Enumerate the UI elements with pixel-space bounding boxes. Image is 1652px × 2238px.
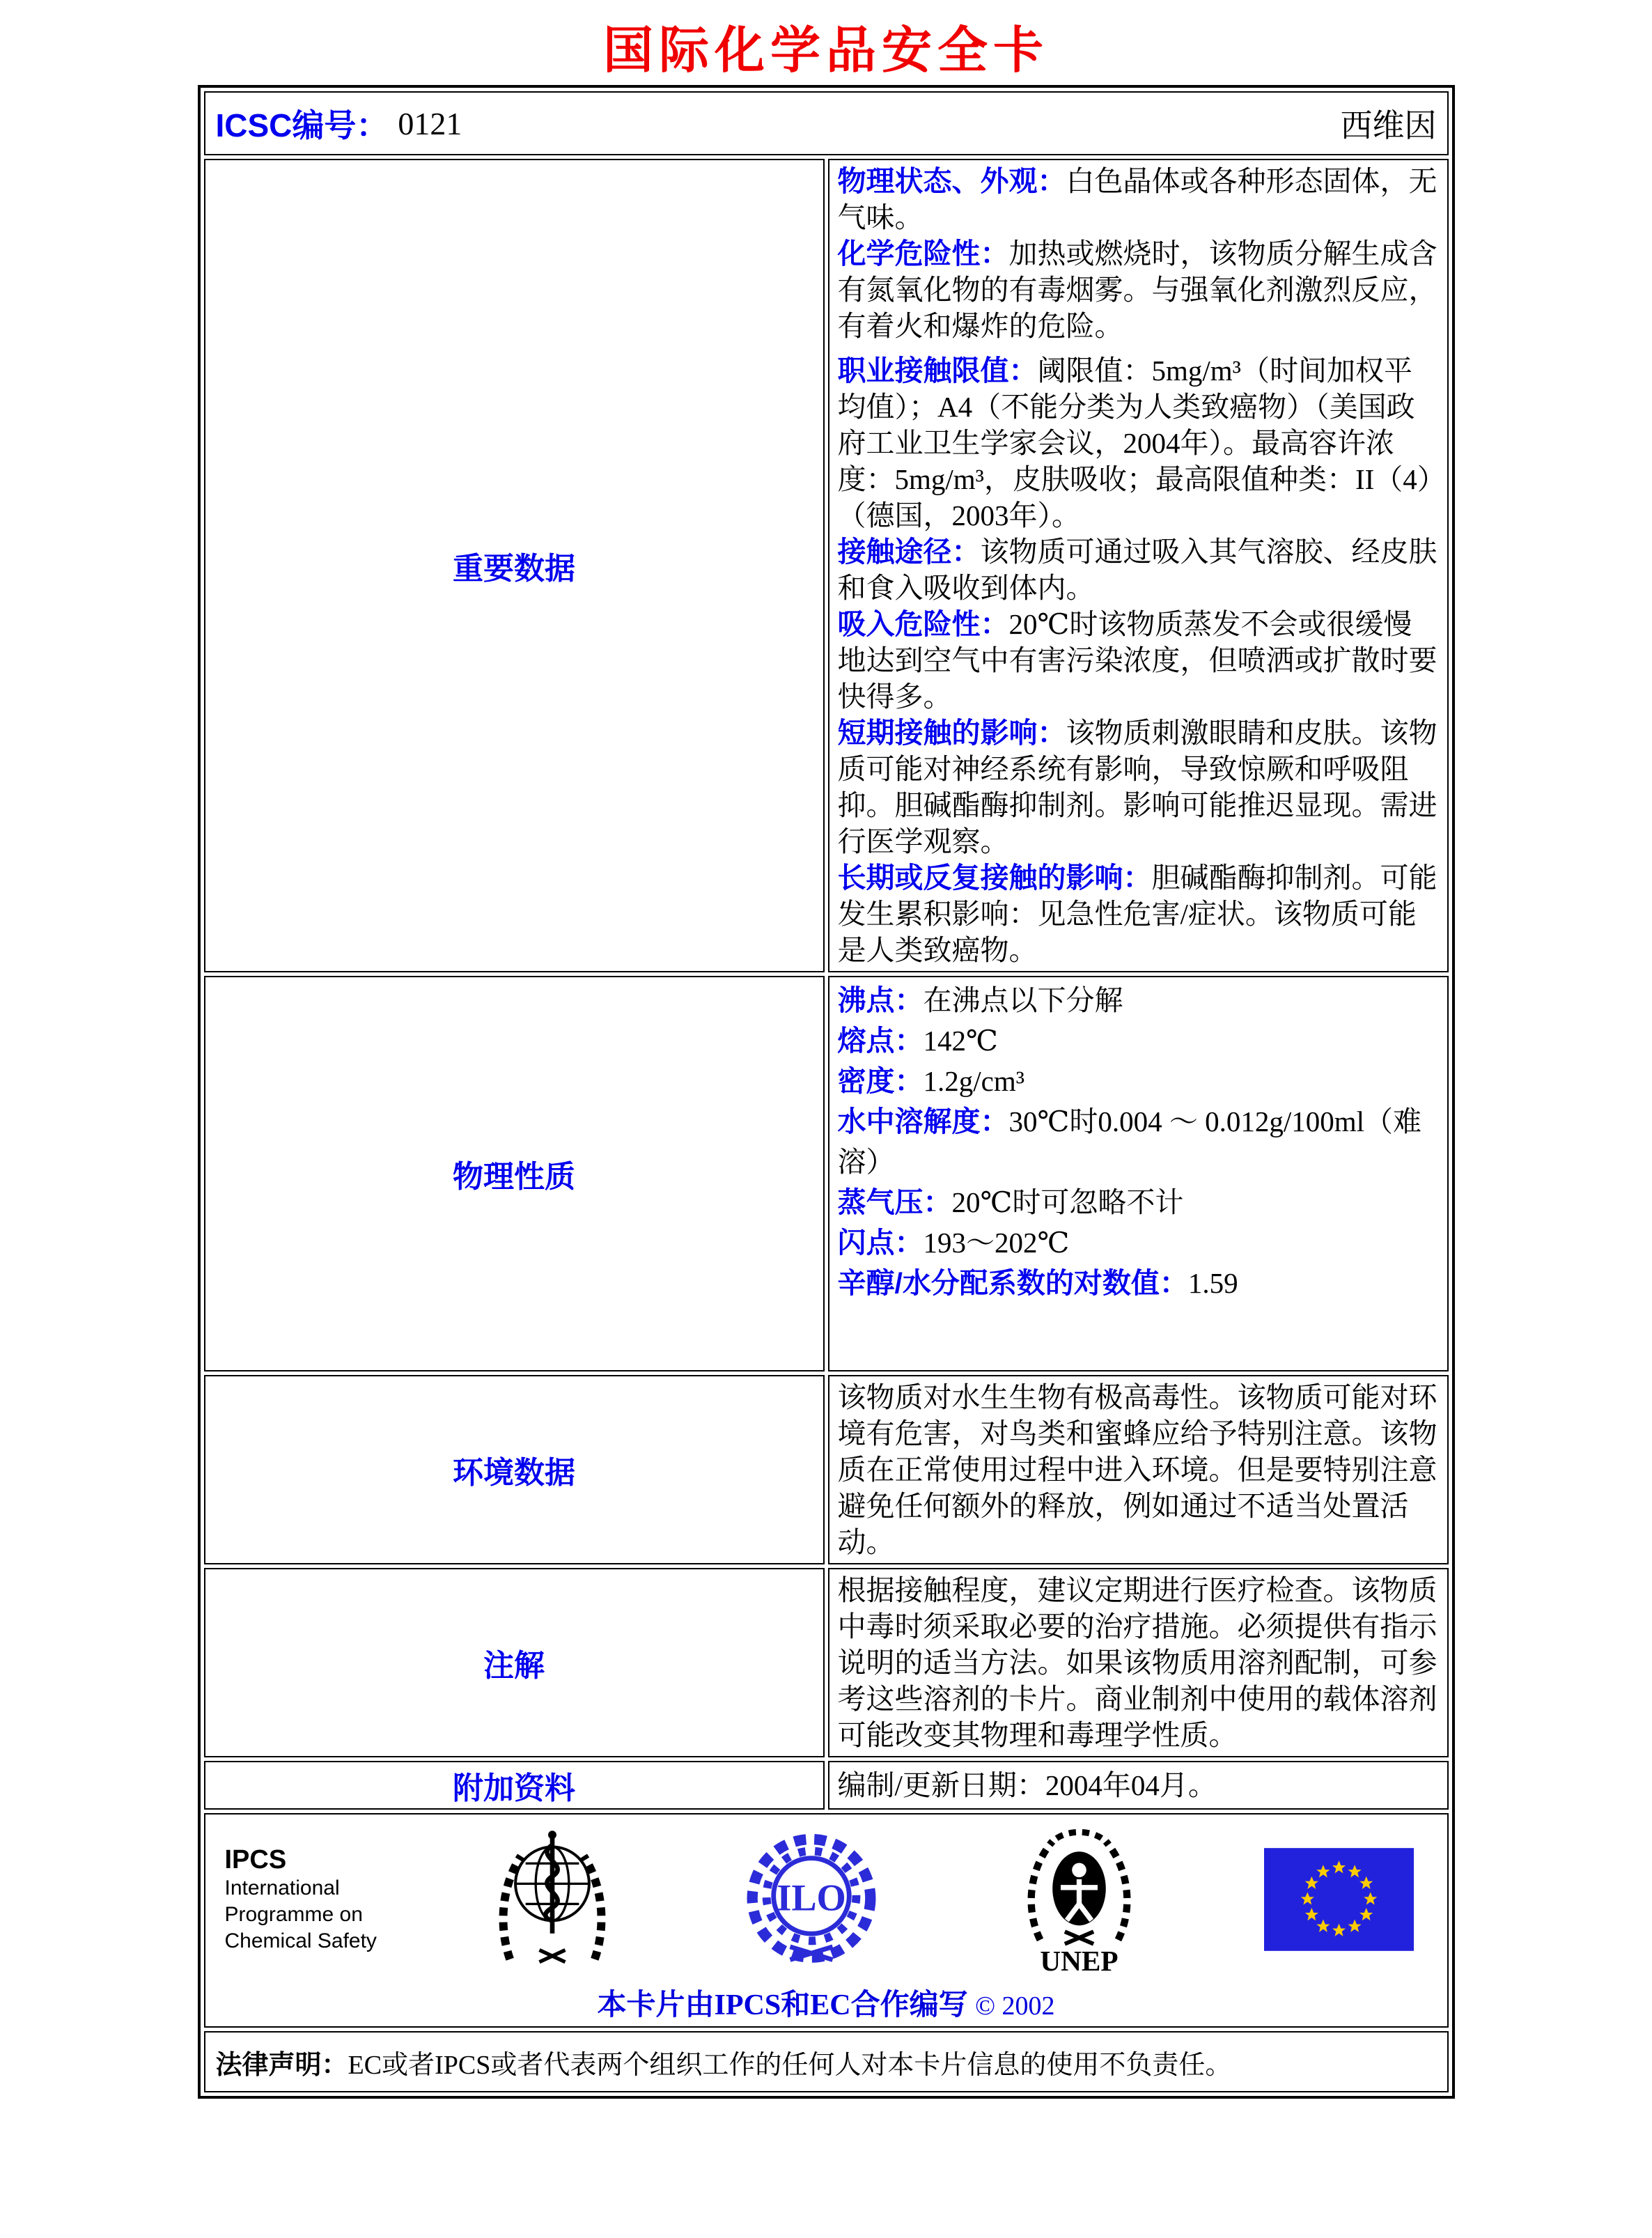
item-text: 1.2g/cm³: [923, 1065, 1025, 1097]
section-label-notes: 注解: [204, 1568, 825, 1757]
important-item: [838, 534, 1439, 606]
header-row: [204, 91, 1449, 155]
item-label: 长期或反复接触的影响：: [837, 862, 1152, 894]
additional-info-row: [204, 1761, 1449, 1810]
important-data-row: [204, 159, 1449, 972]
legal-notice-cell: [204, 2031, 1449, 2092]
important-item: [838, 715, 1439, 860]
item-label: 熔点：: [837, 1025, 924, 1057]
notes-row: [204, 1568, 1449, 1757]
physical-properties-content: [828, 976, 1449, 1371]
item-text: 20℃时可忽略不计: [951, 1186, 1184, 1218]
item-text: 阈限值：5mg/m³（时间加权平均值）；A4（不能分类为人类致癌物）（美国政府工业卫生学家会议，2004年）。最高容许浓度：5mg/m³，皮肤吸收；最高限值种类：II（4）（德国，2003年）。: [837, 355, 1432, 531]
section-label-important-data: 重要数据: [204, 159, 825, 972]
item-text: 1.59: [1187, 1267, 1238, 1299]
physical-item: [838, 1182, 1439, 1222]
cooperation-caption: [205, 1982, 1447, 2023]
ipcs-line1: International: [224, 1876, 340, 1899]
environmental-data-content: [828, 1375, 1449, 1564]
item-label: 闪点：: [837, 1227, 924, 1259]
important-item: [838, 235, 1439, 344]
item-label: 职业接触限值：: [837, 355, 1038, 387]
eu-flag-icon: [1264, 1848, 1414, 1951]
physical-item: [838, 1263, 1439, 1303]
physical-item: [838, 1101, 1439, 1182]
item-label: 物理状态、外观：: [837, 165, 1066, 197]
notes-content: [828, 1568, 1449, 1757]
item-text: 193～202℃: [923, 1227, 1070, 1259]
physical-item: [838, 1020, 1439, 1061]
item-label: 吸入危险性：: [837, 608, 1009, 640]
physical-item: [838, 1061, 1439, 1101]
physical-properties-row: [204, 976, 1449, 1371]
logos-cell: [204, 1813, 1449, 2028]
item-text: 胆碱酯酶抑制剂。可能发生累积影响：见急性危害/症状。该物质可能是人类致癌物。: [837, 862, 1437, 966]
icsc-number-label: ICSC编号：: [215, 107, 389, 143]
item-text: 142℃: [923, 1025, 998, 1057]
item-label: 沸点：: [837, 984, 924, 1016]
caption-text: 本卡片由IPCS和EC合作编写: [597, 1989, 968, 2021]
environmental-text: 该物质对水生生物有极高毒性。该物质可能对环境有危害，对鸟类和蜜蜂应给予特别注意。该物质在正常使用过程中进入环境。但是要特别注意避免任何额外的释放，例如通过不适当处置活动。: [837, 1381, 1437, 1558]
item-text: 该物质可通过吸入其气溶胶、经皮肤和食入吸收到体内。: [837, 536, 1437, 604]
ipcs-line2: Programme on: [224, 1903, 363, 1926]
icsc-number-value: 0121: [398, 105, 462, 141]
item-label: 短期接触的影响：: [837, 717, 1066, 749]
item-text: 加热或燃烧时，该物质分解生成含有氮氧化物的有毒烟雾。与强氧化剂激烈反应，有着火和爆炸的危险。: [837, 238, 1437, 342]
section-label-additional-info: 附加资料: [204, 1761, 825, 1810]
ipcs-line3: Chemical Safety: [224, 1929, 377, 1952]
legal-notice-text: EC或者IPCS或者代表两个组织工作的任何人对本卡片信息的使用不负责任。: [348, 2050, 1232, 2080]
item-label: 辛醇/水分配系数的对数值：: [837, 1267, 1188, 1299]
physical-item: [838, 980, 1439, 1020]
important-item: [838, 163, 1439, 235]
unep-emblem-icon: [1015, 1825, 1144, 1975]
unep-letters: UNEP: [1040, 1944, 1119, 1975]
item-label: 化学危险性：: [837, 238, 1009, 270]
important-data-content: [828, 159, 1449, 972]
item-text: 20℃时该物质蒸发不会或很缓慢地达到空气中有害污染浓度，但喷洒或扩散时要快得多。: [837, 608, 1437, 713]
legal-notice-row: [204, 2031, 1449, 2092]
logos-row: [204, 1813, 1449, 2028]
item-text: 白色晶体或各种形态固体，无气味。: [837, 165, 1437, 233]
item-text: 该物质刺激眼睛和皮肤。该物质可能对神经系统有影响，导致惊厥和呼吸阻抑。胆碱酯酶抑制剂。影响可能推迟显现。需进行医学观察。: [837, 717, 1437, 857]
item-label: 接触途径：: [837, 536, 981, 568]
header-cell: [204, 91, 1449, 155]
chemical-name: 西维因: [1340, 108, 1437, 143]
additional-info-content: [828, 1761, 1449, 1810]
important-item: [838, 860, 1439, 968]
item-text: 在沸点以下分解: [923, 984, 1123, 1016]
notes-text: 根据接触程度，建议定期进行医疗检查。该物质中毒时须采取必要的治疗措施。必须提供有指示说明的适当方法。如果该物质用溶剂配制，可参考这些溶剂的卡片。商业制剂中使用的载体溶剂可能改变其物理和毒理学性质。: [837, 1574, 1437, 1751]
ilo-emblem-icon: [728, 1833, 895, 1966]
legal-notice-label: 法律声明：: [215, 2050, 348, 2080]
safety-card-table: [198, 85, 1455, 2099]
ilo-letters: ILO: [777, 1876, 846, 1919]
item-label: 蒸气压：: [837, 1186, 952, 1218]
who-emblem-icon: [497, 1828, 608, 1971]
section-label-environmental-data: 环境数据: [204, 1375, 825, 1564]
ipcs-logo-text: [225, 1844, 377, 1955]
important-item: [838, 352, 1439, 534]
item-label: 密度：: [837, 1065, 924, 1097]
additional-info-text: 编制/更新日期：2004年04月。: [837, 1769, 1217, 1801]
item-text: 30℃时0.004 ～ 0.012g/100ml（难溶）: [837, 1105, 1422, 1178]
physical-item: [838, 1222, 1439, 1263]
copyright-text: © 2002: [975, 1991, 1055, 2021]
environmental-data-row: [204, 1375, 1449, 1564]
section-label-physical-properties: 物理性质: [204, 976, 825, 1371]
page-title: 国际化学品安全卡: [602, 20, 1049, 79]
important-item: [838, 606, 1439, 715]
ipcs-acronym: IPCS: [224, 1845, 287, 1874]
item-label: 水中溶解度：: [837, 1105, 1009, 1137]
